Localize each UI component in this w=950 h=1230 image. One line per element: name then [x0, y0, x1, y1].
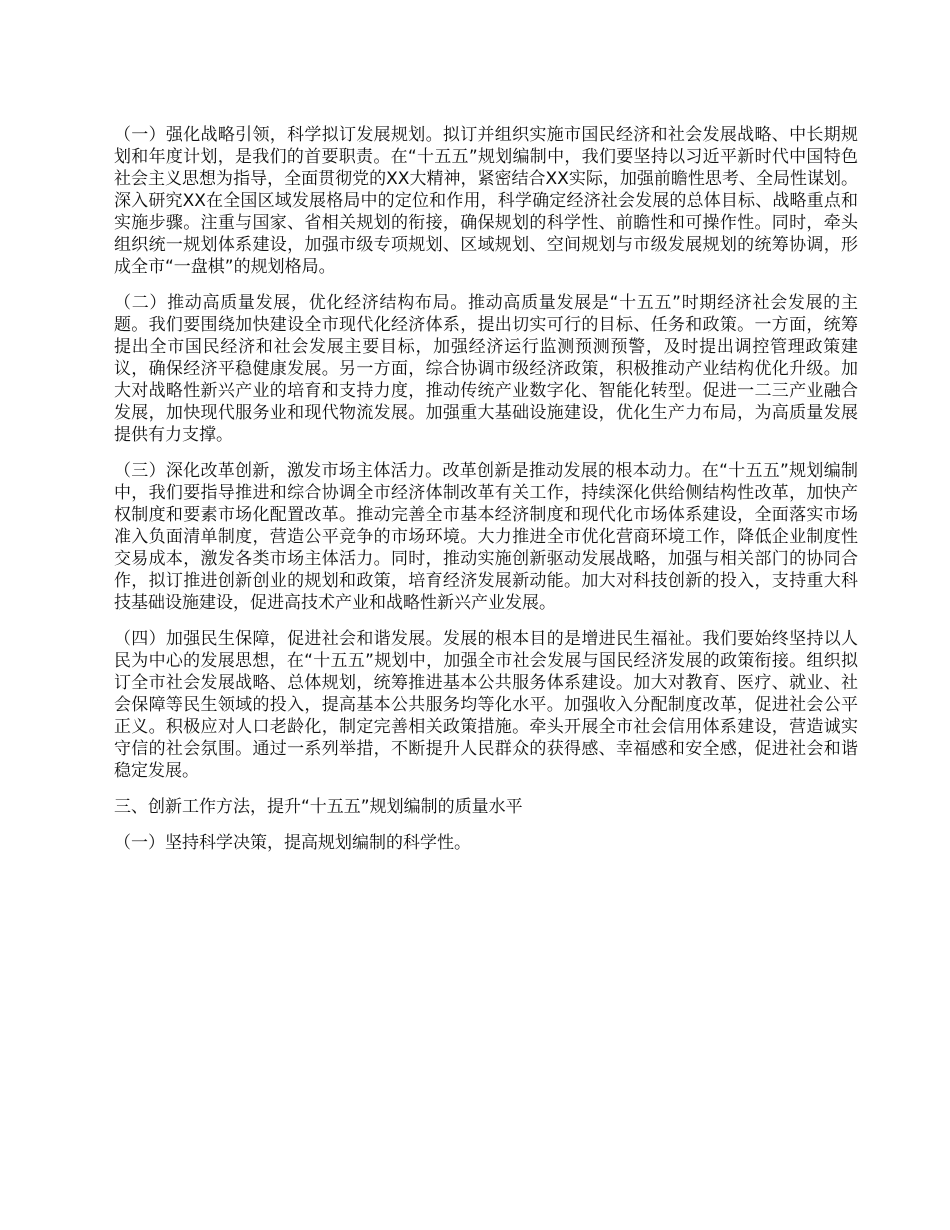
paragraph-strategy: （一）强化战略引领，科学拟订发展规划。拟订并组织实施市国民经济和社会发展战略、中长期规划和年度计划，是我们的首要职责。在“十五五”规划编制中，我们要坚持以习近平新时代中国特色社会主义思想为指导，全面贯彻党的XX大精神，紧密结合XX实际，加强前瞻性思考、全局性谋划。深入研究XX在全国区域发展格局中的定位和作用，科学确定经济社会发展的总体目标、战略重点和实施步骤。注重与国家、省相关规划的衔接，确保规划的科学性、前瞻性和可操作性。同时，牵头组织统一规划体系建设，加强市级专项规划、区域规划、空间规划与市级发展规划的统筹协调，形成全市“一盘棋”的规划格局。 [114, 125, 858, 277]
sub-heading: （一）坚持科学决策，提高规划编制的科学性。 [114, 833, 471, 853]
paragraph-high-quality-development: （二）推动高质量发展，优化经济结构布局。推动高质量发展是“十五五”时期经济社会发展的主题。我们要围绕加快建设全市现代化经济体系，提出切实可行的目标、任务和政策。一方面，统筹提出全市国民经济和社会发展主要目标，加强经济运行监测预测预警，及时提出调控管理政策建议，确保经济平稳健康发展。另一方面，综合协调市级经济政策，积极推动产业结构优化升级。加大对战略性新兴产业的培育和支持力度，推动传统产业数字化、智能化转型。促进一二三产业融合发展，加快现代服务业和现代物流发展。加强重大基础设施建设，优化生产力布局，为高质量发展提供有力支撑。 [114, 293, 858, 445]
document-page [114, 124, 858, 868]
section-heading: 三、创新工作方法，提升“十五五”规划编制的质量水平 [114, 797, 523, 817]
paragraph-reform-innovation: （三）深化改革创新，激发市场主体活力。改革创新是推动发展的根本动力。在“十五五”规划编制中，我们要指导推进和综合协调全市经济体制改革有关工作，持续深化供给侧结构性改革，加快产权制度和要素市场化配置改革。推动完善全市基本经济制度和现代化市场体系建设，全面落实市场准入负面清单制度，营造公平竞争的市场环境。大力推进全市优化营商环境工作，降低企业制度性交易成本，激发各类市场主体活力。同时，推动实施创新驱动发展战略，加强与相关部门的协同合作，拟订推进创新创业的规划和政策，培育经济发展新动能。加大对科技创新的投入，支持重大科技基础设施建设，促进高技术产业和战略性新兴产业发展。 [114, 461, 858, 613]
paragraph-livelihood: （四）加强民生保障，促进社会和谐发展。发展的根本目的是增进民生福祉。我们要始终坚持以人民为中心的发展思想，在“十五五”规划中，加强全市社会发展与国民经济发展的政策衔接。组织拟订全市社会发展战略、总体规划，统筹推进基本公共服务体系建设。加大对教育、医疗、就业、社会保障等民生领域的投入，提高基本公共服务均等化水平。加强收入分配制度改革，促进社会公平正义。积极应对人口老龄化，制定完善相关政策措施。牵头开展全市社会信用体系建设，营造诚实守信的社会氛围。通过一系列举措，不断提升人民群众的获得感、幸福感和安全感，促进社会和谐稳定发展。 [114, 629, 858, 781]
